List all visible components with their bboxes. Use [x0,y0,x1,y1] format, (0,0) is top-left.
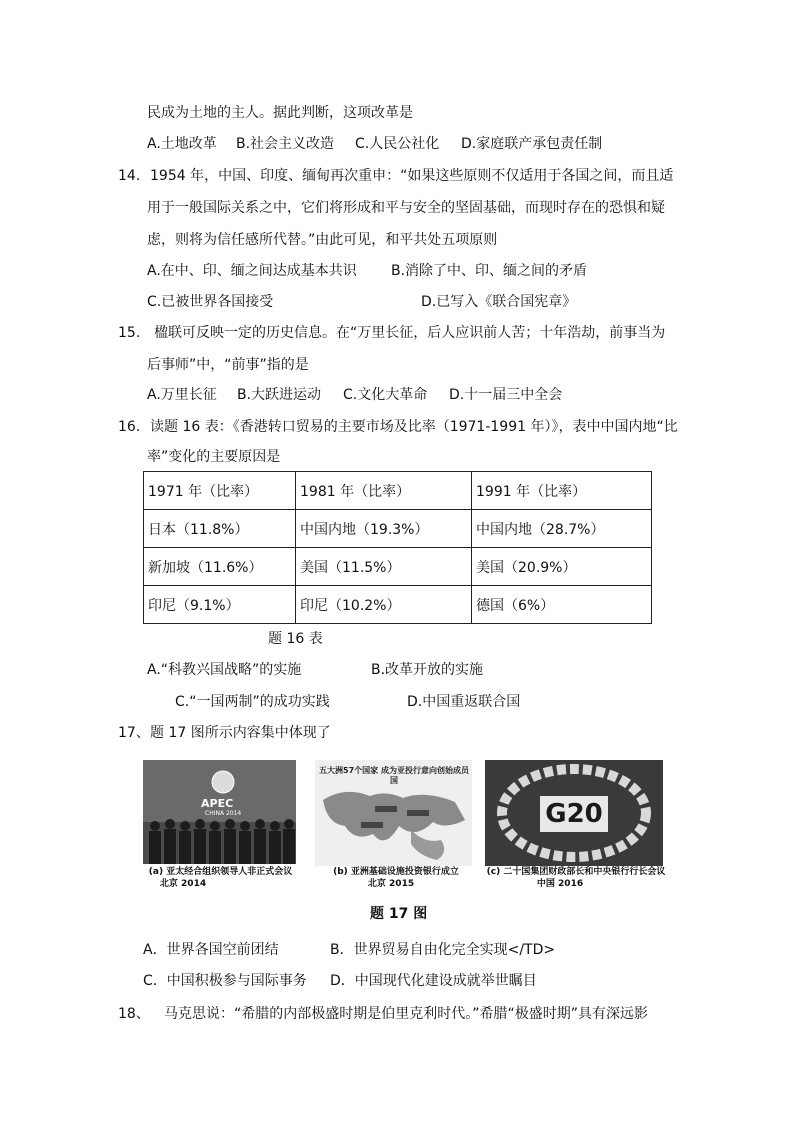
q17-caption-a-2: 北京 2014 [159,879,207,889]
q14-line-2: 用于一般国际关系之中，它们将形成和平与安全的坚固基础，而现时存在的恐惧和疑 [147,200,665,216]
table-cell: 中国内地（28.7%） [472,510,652,548]
table-cell: 新加坡（11.6%） [144,548,296,586]
table-cell: 日本（11.8%） [144,510,296,548]
q16-number: 16. [118,419,141,435]
q17-number: 17、 [118,725,150,741]
table-header-1991: 1991 年（比率） [472,472,652,510]
q16-table-caption: 题 16 表 [268,631,323,647]
q15-option-b: B.大跃进运动 [237,387,322,403]
table-row [144,548,652,586]
table-cell: 印尼（9.1%） [144,586,296,624]
q15-option-c: C.文化大革命 [343,387,428,403]
q14-option-b: B.消除了中、印、缅之间的矛盾 [391,263,588,279]
q17-stem: 题 17 图所示内容集中体现了 [150,725,331,741]
q14-line-3: 虑，则将为信任感所代替。”由此可见，和平共处五项原则 [147,232,498,248]
q15-option-a: A.万里长征 [147,387,217,403]
q15-line-1: 楹联可反映一定的历史信息。在“万里长征，后人应识前人苦；十年浩劫，前事当为 [154,325,666,341]
q13-option-a: A.土地改革 [147,136,217,152]
q16-option-b: B.改革开放的实施 [371,662,484,678]
q17-caption-b-1: (b) 亚洲基础设施投资银行成立 [333,867,459,877]
q16-trade-table [143,471,652,624]
table-row [144,510,652,548]
q14-option-d: D.已写入《联合国宪章》 [421,294,577,310]
q16-line-2: 率”变化的主要原因是 [147,449,281,465]
q13-option-b: B.社会主义改造 [236,136,335,152]
aiib-banner-text: 五大洲57个国家 成为亚投行意向创始成员国 [319,766,469,785]
table-cell: 中国内地（19.3%） [296,510,472,548]
q18-number: 18、 [118,1006,150,1022]
table-header-row [144,472,652,510]
q17-option-b: B．世界贸易自由化完全实现</TD> [330,942,556,958]
q15-option-d: D.十一届三中全会 [449,387,563,403]
q17-caption-b-2: 北京 2015 [367,879,415,889]
g20-logo-text: G20 [545,799,603,829]
apec-sub-text: CHINA 2014 [205,810,242,817]
table-header-1981: 1981 年（比率） [296,472,472,510]
table-cell: 美国（20.9%） [472,548,652,586]
table-cell: 德国（6%） [472,586,652,624]
q17-option-a: A．世界各国空前团结 [143,942,279,958]
q13-option-c: C.人民公社化 [355,136,440,152]
q17-figure-caption: 题 17 图 [370,906,428,922]
q14-number: 14. [118,168,141,184]
q17-image-g20 [485,760,663,866]
q17-caption-c-2: 中国 2016 [536,879,584,889]
q16-option-a: A.“科教兴国战略”的实施 [147,662,302,678]
q14-option-c: C.已被世界各国接受 [147,294,274,310]
q18-line-1: 马克思说：“希腊的内部极盛时期是伯里克利时代。”希腊“极盛时期”具有深远影 [164,1006,649,1022]
q16-option-d: D.中国重返联合国 [407,694,521,710]
q16-line-1: 读题 16 表：《香港转口贸易的主要市场及比率（1971-1991 年）》，表中中国内地“比 [150,419,678,435]
q16-option-c: C.“一国两制”的成功实践 [175,694,330,710]
table-cell: 印尼（10.2%） [296,586,472,624]
table-row [144,586,652,624]
table-cell: 美国（11.5%） [296,548,472,586]
q14-option-a: A.在中、印、缅之间达成基本共识 [147,263,357,279]
q13-stem-tail: 民成为土地的主人。据此判断，这项改革是 [147,105,413,121]
q17-option-c: C．中国积极参与国际事务 [143,973,307,989]
q14-line-1: 1954 年，中国、印度、缅甸再次重申：“如果这些原则不仅适用于各国之间，而且适 [150,168,674,184]
q17-image-aiib [315,760,472,866]
q15-line-2: 后事师”中，“前事”指的是 [147,357,309,373]
q17-caption-c-1: (c) 二十国集团财政部长和中央银行行长会议 [486,867,666,877]
q17-option-d: D．中国现代化建设成就举世瞩目 [330,973,537,989]
q17-caption-a-1: (a) 亚太经合组织领导人非正式会议 [148,867,293,877]
table-header-1971: 1971 年（比率） [144,472,296,510]
q13-option-d: D.家庭联产承包责任制 [461,136,603,152]
q15-number: 15. [118,325,141,341]
q17-image-apec [143,760,296,864]
apec-logo-text: APEC [201,797,234,810]
